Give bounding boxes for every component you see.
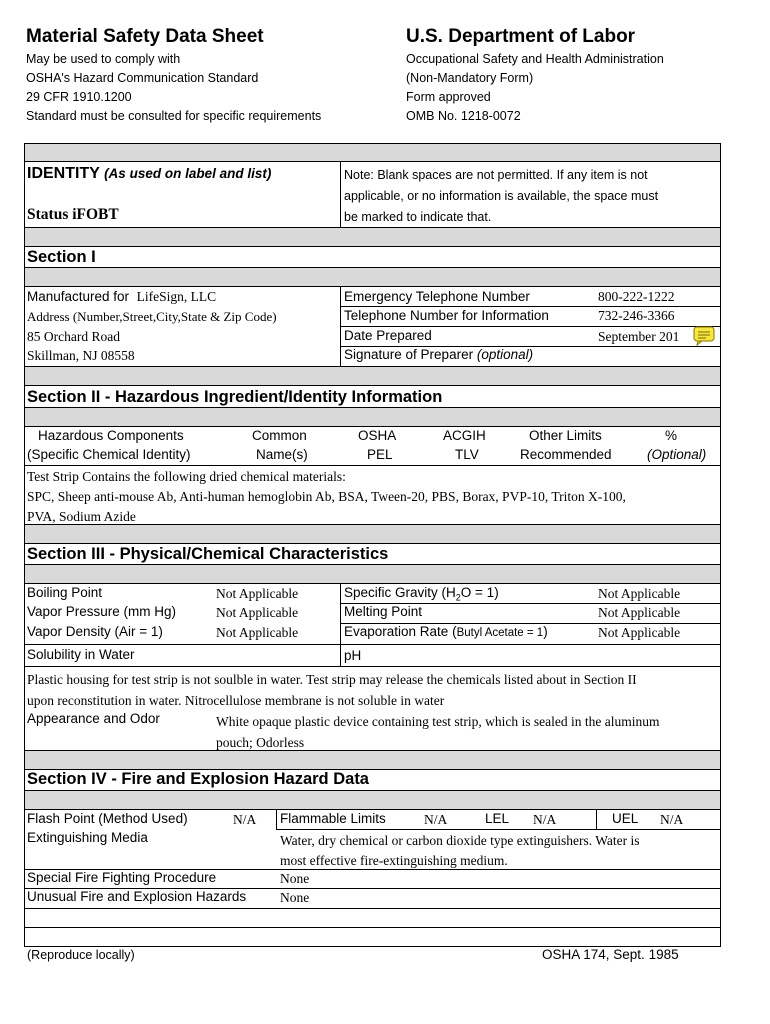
appearance-value[interactable]	[216, 711, 660, 753]
section-2-title: Section II - Hazardous Ingredient/Identity Information	[27, 388, 443, 406]
header-left-block	[26, 50, 321, 126]
uel-value[interactable]: N/A	[660, 812, 684, 827]
col-percent: %	[665, 428, 678, 443]
ph-label: pH	[344, 648, 362, 663]
ingredients-line: PVA, Sodium Azide	[27, 509, 136, 524]
row-line	[24, 927, 721, 928]
gray-divider	[24, 267, 721, 287]
col-divider	[596, 810, 597, 829]
flammable-limits-value[interactable]: N/A	[424, 812, 448, 827]
boiling-point-value[interactable]: Not Applicable	[216, 586, 299, 601]
address-line-1[interactable]: 85 Orchard Road	[27, 329, 120, 344]
col-names: Name(s)	[256, 447, 308, 462]
special-procedure-value[interactable]: None	[280, 871, 310, 886]
unusual-hazards-value[interactable]: None	[280, 890, 310, 905]
identity-note	[344, 165, 658, 228]
row-line	[340, 306, 721, 307]
solubility-line: Plastic housing for test strip is not soulble in water. Test strip may release the chemicals listed about in Section II	[27, 672, 637, 687]
vapor-pressure-value[interactable]: Not Applicable	[216, 605, 299, 620]
gravity-label-text: Specific Gravity (H	[344, 585, 456, 600]
flash-point-label: Flash Point (Method Used)	[27, 811, 188, 826]
manufacturer-field[interactable]	[27, 289, 216, 305]
row-line	[276, 829, 721, 830]
form-title: Material Safety Data Sheet	[26, 26, 264, 47]
lel-value[interactable]: N/A	[533, 812, 557, 827]
col-divider	[276, 810, 277, 829]
identity-label: IDENTITY (As used on label and list)	[27, 165, 272, 182]
ingredients-content[interactable]	[27, 467, 626, 527]
form-right-border	[720, 143, 721, 947]
header-right-block	[406, 50, 664, 126]
melting-point-label: Melting Point	[344, 604, 423, 619]
comment-note-icon[interactable]	[693, 326, 715, 346]
address-label: Address (Number,Street,City,State & Zip Code)	[27, 309, 277, 324]
appearance-label: Appearance and Odor	[27, 711, 160, 726]
form-left-border	[24, 143, 25, 947]
special-procedure-label: Special Fire Fighting Procedure	[27, 870, 217, 885]
specific-gravity-label	[344, 585, 499, 603]
row-line	[24, 908, 721, 909]
manufacturer-label: Manufactured for	[27, 289, 130, 304]
header-left-line: 29 CFR 1910.1200	[26, 90, 132, 104]
header-right-line: Occupational Safety and Health Administration	[406, 52, 664, 66]
note-line: be marked to indicate that.	[344, 210, 492, 224]
evaporation-rate-label	[344, 624, 548, 639]
gray-divider	[24, 407, 721, 427]
header-left-line: Standard must be consulted for specific requirements	[26, 109, 322, 123]
gray-divider	[24, 790, 721, 810]
extinguishing-line: most effective fire-extinguishing medium.	[280, 853, 508, 868]
header-right-line: OMB No. 1218-0072	[406, 109, 521, 123]
identity-divider	[340, 162, 341, 228]
col-acgih: ACGIH	[443, 428, 486, 443]
section-4-title: Section IV - Fire and Explosion Hazard Data	[27, 770, 369, 788]
uel-label: UEL	[612, 811, 639, 826]
signature-optional: (optional)	[476, 347, 534, 362]
row-line	[24, 465, 721, 466]
gravity-label-text: O = 1)	[460, 585, 499, 600]
flammable-limits-label: Flammable Limits	[280, 811, 386, 826]
identity-label-italic: (As used on label and list)	[104, 166, 272, 181]
section-3-divider	[340, 584, 341, 666]
col-common: Common	[252, 428, 307, 443]
header-left-line: OSHA's Hazard Communication Standard	[26, 71, 259, 85]
vapor-density-label: Vapor Density (Air = 1)	[27, 624, 163, 639]
col-recommended: Recommended	[520, 447, 612, 462]
evap-label-text: )	[543, 624, 548, 639]
extinguishing-media-label: Extinguishing Media	[27, 830, 148, 845]
evaporation-rate-value[interactable]: Not Applicable	[598, 625, 681, 640]
col-tlv: TLV	[455, 447, 479, 462]
col-pel: PEL	[367, 447, 393, 462]
ingredients-line: SPC, Sheep anti-mouse Ab, Anti-human hemoglobin Ab, BSA, Tween-20, PBS, Borax, PVP-10, Triton X-100,	[27, 489, 626, 504]
row-line	[24, 666, 721, 667]
extinguishing-line: Water, dry chemical or carbon dioxide type extinguishers. Water is	[280, 833, 640, 848]
melting-point-value[interactable]: Not Applicable	[598, 605, 681, 620]
gravity-subscript: 2	[455, 592, 461, 603]
identity-value[interactable]: Status iFOBT	[27, 206, 119, 223]
solubility-label: Solubility in Water	[27, 647, 135, 662]
header-right-line: (Non-Mandatory Form)	[406, 71, 534, 85]
specific-gravity-value[interactable]: Not Applicable	[598, 586, 681, 601]
note-line: Note: Blank spaces are not permitted. If any item is not	[344, 168, 648, 182]
gray-divider	[24, 564, 721, 584]
header-right-line: Form approved	[406, 90, 491, 104]
appearance-line: pouch; Odorless	[216, 735, 305, 750]
emergency-phone-label: Emergency Telephone Number	[344, 289, 530, 304]
section-1-title: Section I	[27, 248, 96, 266]
section-3-title: Section III - Physical/Chemical Characteristics	[27, 545, 389, 563]
flash-point-value[interactable]: N/A	[233, 812, 257, 827]
row-line	[24, 644, 721, 645]
footer-form-number: OSHA 174, Sept. 1985	[542, 947, 679, 962]
col-other-limits: Other Limits	[529, 428, 602, 443]
header-left-line: May be used to comply with	[26, 52, 181, 66]
col-hazardous-components: Hazardous Components	[38, 428, 184, 443]
evap-label-small: Butyl Acetate = 1	[456, 627, 544, 639]
date-prepared-label: Date Prepared	[344, 328, 432, 343]
gray-divider	[24, 227, 721, 247]
note-line: applicable, or no information is available, the space must	[344, 189, 659, 203]
agency-title: U.S. Department of Labor	[406, 26, 636, 47]
col-optional: (Optional)	[647, 447, 707, 462]
gray-divider	[24, 750, 721, 770]
vapor-pressure-label: Vapor Pressure (mm Hg)	[27, 604, 177, 619]
info-phone-value[interactable]: 732-246-3366	[598, 308, 675, 323]
address-line-2[interactable]: Skillman, NJ 08558	[27, 348, 135, 363]
date-prepared-value[interactable]: September 201	[598, 329, 680, 344]
info-phone-label: Telephone Number for Information	[344, 308, 549, 323]
footer-reproduce: (Reproduce locally)	[27, 948, 135, 962]
extinguishing-media-value[interactable]	[280, 831, 640, 871]
gray-divider	[24, 143, 721, 162]
emergency-phone-value[interactable]: 800-222-1222	[598, 289, 675, 304]
col-specific-identity: (Specific Chemical Identity)	[27, 447, 191, 462]
appearance-line: White opaque plastic device containing test strip, which is sealed in the aluminum	[216, 714, 660, 729]
solubility-line: upon reconstitution in water. Nitrocellulose membrane is not soluble in water	[27, 693, 445, 708]
signature-label-text: Signature of Preparer	[344, 347, 474, 362]
signature-label[interactable]	[344, 347, 533, 362]
row-line	[340, 326, 721, 327]
gray-divider	[24, 524, 721, 544]
evap-label-text: Evaporation Rate (	[344, 624, 457, 639]
lel-label: LEL	[485, 811, 510, 826]
unusual-hazards-label: Unusual Fire and Explosion Hazards	[27, 889, 247, 904]
boiling-point-label: Boiling Point	[27, 585, 103, 600]
manufacturer-value: LifeSign, LLC	[136, 289, 217, 304]
ingredients-line: Test Strip Contains the following dried chemical materials:	[27, 469, 346, 484]
vapor-density-value[interactable]: Not Applicable	[216, 625, 299, 640]
gray-divider	[24, 366, 721, 386]
solubility-details[interactable]	[27, 669, 637, 711]
col-osha: OSHA	[358, 428, 397, 443]
